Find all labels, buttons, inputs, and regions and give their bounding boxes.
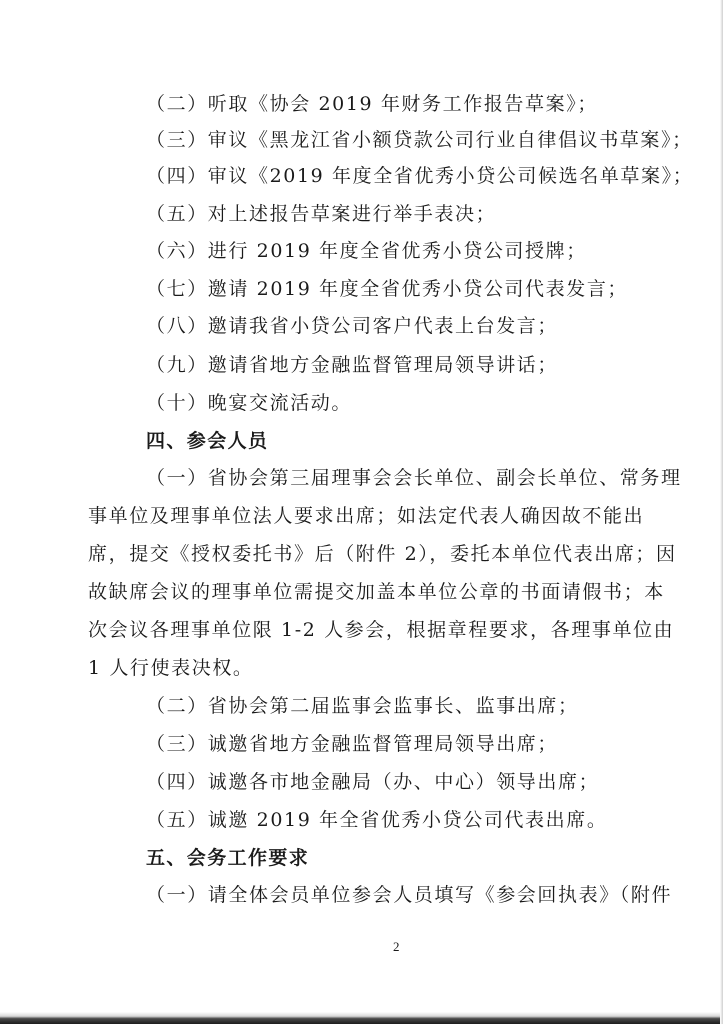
section-four-heading: 四、参会人员	[146, 430, 269, 452]
section-five-item-1: （一）请全体会员单位参会人员填写《参会回执表》（附件	[146, 884, 673, 906]
agenda-item-8: （八）邀请我省小贷公司客户代表上台发言；	[146, 315, 559, 337]
section-four-paragraph-line: （一）省协会第三届理事会会长单位、副会长单位、常务理	[146, 467, 682, 489]
section-four-paragraph-line: 席，提交《授权委托书》后（附件 2），委托本单位代表出席；因	[88, 543, 677, 565]
section-four-item-4: （四）诚邀各市地金融局（办、中心）领导出席；	[146, 771, 600, 793]
agenda-item-10: （十）晚宴交流活动。	[146, 392, 353, 414]
section-four-paragraph-line: 1 人行使表决权。	[88, 657, 254, 679]
section-four-item-2: （二）省协会第二届监事会监事长、监事出席；	[146, 695, 579, 717]
section-four-item-3: （三）诚邀省地方金融监督管理局领导出席；	[146, 733, 559, 755]
agenda-item-9: （九）邀请省地方金融监督管理局领导讲话；	[146, 354, 559, 376]
page-number: 2	[393, 939, 400, 954]
agenda-item-3: （三）审议《黑龙江省小额贷款公司行业自律倡议书草案》；	[146, 129, 693, 151]
scan-edge-shadow	[0, 1012, 723, 1024]
section-five-heading: 五、会务工作要求	[146, 847, 310, 869]
agenda-item-6: （六）进行 2019 年度全省优秀小贷公司授牌；	[146, 240, 587, 262]
agenda-item-5: （五）对上述报告草案进行举手表决；	[146, 203, 497, 225]
section-four-paragraph-line: 故缺席会议的理事单位需提交加盖本单位公章的书面请假书；本	[88, 581, 665, 603]
agenda-item-2: （二）听取《协会 2019 年财务工作报告草案》；	[146, 93, 598, 115]
agenda-item-4: （四）审议《2019 年度全省优秀小贷公司候选名单草案》；	[146, 165, 694, 187]
section-four-paragraph-line: 次会议各理事单位限 1-2 人参会，根据章程要求，各理事单位由	[88, 619, 675, 641]
section-four-paragraph-line: 事单位及理事单位法人要求出席；如法定代表人确因故不能出	[88, 505, 645, 527]
section-four-item-5: （五）诚邀 2019 年全省优秀小贷公司代表出席。	[146, 809, 608, 831]
agenda-item-7: （七）邀请 2019 年度全省优秀小贷公司代表发言；	[146, 278, 629, 300]
